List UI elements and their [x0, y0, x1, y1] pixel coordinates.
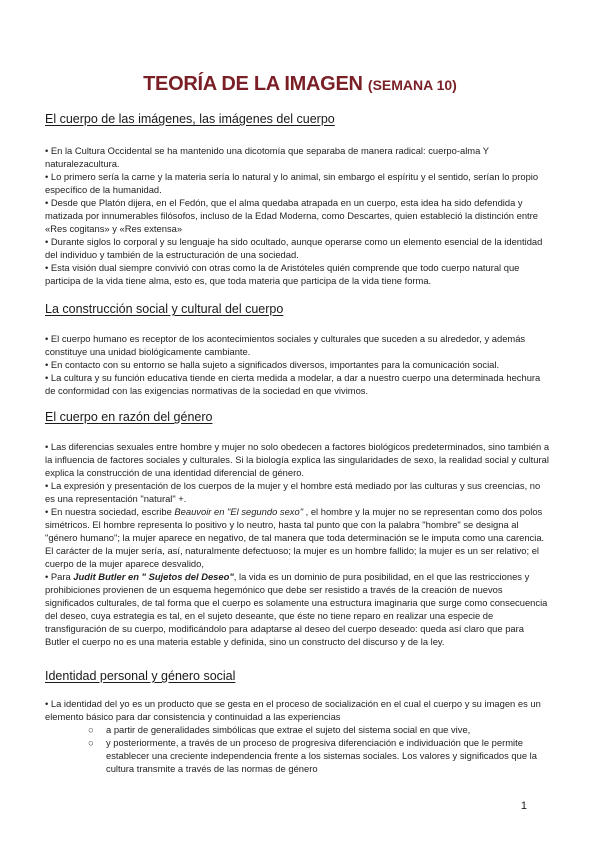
text-run: • Para	[45, 571, 74, 582]
paragraph	[45, 570, 550, 648]
sub-bullet-list	[88, 723, 558, 775]
section-heading-genero: El cuerpo en razón del género	[45, 410, 213, 424]
section-heading-cuerpo-imagenes: El cuerpo de las imágenes, las imágenes del cuerpo	[45, 112, 335, 126]
citation-beauvoir: Beauvoir en "El segundo sexo"	[174, 506, 304, 517]
paragraph: • En contacto con su entorno se halla sujeto a significados diversos, importantes para la comunicación social.	[45, 359, 500, 370]
section-body-cuerpo-imagenes	[45, 144, 550, 287]
list-item	[88, 736, 558, 775]
paragraph: • Desde que Platón dijera, en el Fedón, que el alma quedaba atrapada en un cuerpo, esta idea ha sido defendida y matizada por innumerables filósofos, incluso de la Edad Moderna, como Descartes, quien estableció la distinción entre «Res cogitans» y «Res extensa»	[45, 197, 538, 234]
section-body-construccion	[45, 332, 550, 397]
list-item-text: a partir de generalidades simbólicas que extrae el sujeto del sistema social en que vive,	[106, 724, 471, 735]
paragraph: • La identidad del yo es un producto que se gesta en el proceso de socialización en el cual el cuerpo y su imagen es un elemento básico para dar consistencia y continuidad a las experiencias	[45, 698, 541, 722]
paragraph: • En la Cultura Occidental se ha mantenido una dicotomía que separaba de manera radical: cuerpo-alma Y naturalezacultura.	[45, 145, 489, 169]
section-body-identidad	[45, 697, 550, 723]
circle-bullet-icon: ○	[88, 724, 94, 735]
title-subtitle: (SEMANA 10)	[367, 77, 457, 93]
list-item	[88, 723, 558, 736]
paragraph: • Durante siglos lo corporal y su lenguaje ha sido ocultado, aunque operarse como un elemento esencial de la identidad del individuo y también de la estructuración de una sociedad.	[45, 236, 543, 260]
list-item-text: y posteriormente, a través de un proceso de progresiva diferenciación e individuación que le permite establecer una creciente independencia frente a los sistemas sociales. Los valores y significados que la cultura transmite a través de las normas de género	[106, 737, 537, 774]
text-run: • En nuestra sociedad, escribe	[45, 506, 175, 517]
paragraph: • Esta visión dual siempre convivió con otras como la de Aristóteles quién comprende que todo cuerpo natural que participa de la vida tiene alma, esto es, que toda materia que participa de la vida tiene forma.	[45, 262, 520, 286]
section-heading-construccion: La construcción social y cultural del cuerpo	[45, 302, 284, 316]
paragraph: • Las diferencias sexuales entre hombre y mujer no solo obedecen a factores biológicos predeterminados, sino también a la influencia de factores sociales y culturales. Si la biología explica las singularidades de sexo, la realidad social y cultural explica la construcción de una identidad diferencial de género.	[45, 441, 550, 478]
title-main: TEORÍA DE LA IMAGEN	[143, 73, 363, 95]
page-number: 1	[520, 800, 527, 812]
paragraph: • El cuerpo humano es receptor de los acontecimientos sociales y culturales que suceden a su alrededor, y además constituye una unidad biológicamente cambiante.	[45, 333, 526, 357]
paragraph: • Lo primero sería la carne y la materia sería lo natural y lo animal, sin embargo el espíritu y el sentido, serían lo propio específico de la humanidad.	[45, 171, 539, 195]
text-run: , el hombre y la mujer no se representan como dos polos simétricos. El hombre representa lo positivo y lo neutro, hasta tal punto que con la palabra "hombre" se designa al "género humano"; la mujer aparece en negativo, de tal manera que toda determinación se le imputa como una carencia. El carácter de la mujer sería, así, naturalmente defectuoso; la mujer es un hombre fallido; la mujer es un ser relativo; el cuerpo de la mujer aparece desvalido,	[45, 506, 545, 569]
paragraph: • La cultura y su función educativa tiende en cierta medida a modelar, a dar a nuestro cuerpo una determinada hechura de conformidad con las exigencias normativas de la sociedad en que vivimos.	[45, 372, 541, 396]
section-heading-identidad: Identidad personal y género social	[45, 669, 236, 683]
paragraph	[45, 505, 550, 570]
paragraph: • La expresión y presentación de los cuerpos de la mujer y el hombre está mediado por las culturas y sus creencias, no es una representación "natural" +.	[45, 480, 541, 504]
text-run: , la vida es un dominio de pura posibilidad, en el que las restricciones y prohibiciones provienen de un esquema hegemónico que debe ser resistido a través de la creación de nuevos significados culturales, de tal forma que el cuerpo es solamente una estructura imaginaria que surge como consecuencia del deseo, cuya estrategia es tal, en el sujeto deseante, que éste no tiene reparo en realizar una especie de transfiguración de su cuerpo, modificándolo para adaptarse al deseo del cuerpo deseado: queda así claro que para Butler el cuerpo no es una materia estable y definida, sino un constructo del discurso y de la ley.	[45, 571, 548, 647]
circle-bullet-icon: ○	[88, 737, 94, 748]
section-body-genero	[45, 440, 550, 648]
citation-butler: Judit Butler en " Sujetos del Deseo"	[73, 571, 234, 582]
page-title	[0, 73, 600, 96]
